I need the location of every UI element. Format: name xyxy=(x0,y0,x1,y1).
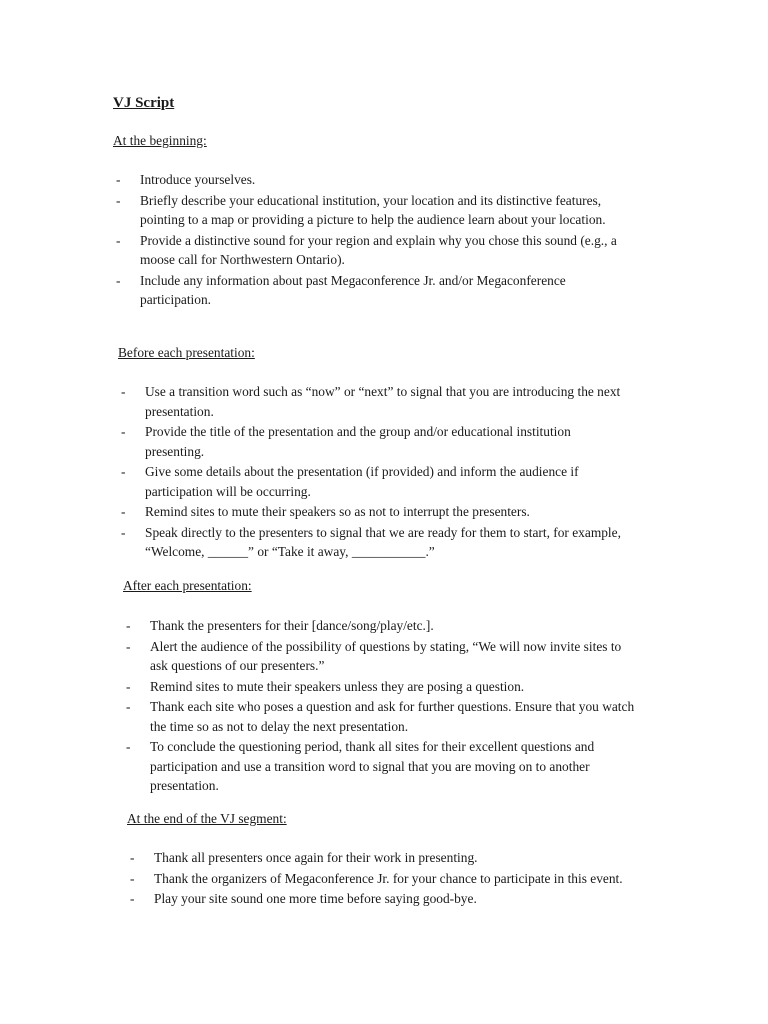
bullet-dash: - xyxy=(121,504,126,519)
section-heading-end: At the end of the VJ segment: xyxy=(127,811,287,826)
list-item: - Give some details about the presentation (if provided) and inform the audience if participation will be occurring. xyxy=(121,464,579,499)
bullet-dash: - xyxy=(116,272,121,288)
section-list-end xyxy=(130,848,642,910)
bullet-dash: - xyxy=(121,464,126,479)
list-item: - Remind sites to mute their speakers unless they are posing a question. xyxy=(126,677,638,697)
bullet-dash: - xyxy=(126,678,131,694)
list-item: - Thank the presenters for their [dance/song/play/etc.]. xyxy=(126,616,638,636)
list-item: - Include any information about past Megaconference Jr. and/or Megaconference participation. xyxy=(116,272,566,307)
bullet-dash: - xyxy=(121,384,126,399)
bullet-dash: - xyxy=(121,424,126,439)
bullet-dash: - xyxy=(130,850,135,865)
bullet-dash: - xyxy=(116,192,121,208)
section-list-beginning xyxy=(116,170,636,311)
section-list-before xyxy=(121,382,631,563)
bullet-dash: - xyxy=(126,618,131,633)
bullet-dash: - xyxy=(116,172,121,187)
list-item: - Alert the audience of the possibility of questions by stating, “We will now invite sites to ask questions of our presenters.” xyxy=(126,638,622,673)
section-list-after xyxy=(126,616,638,797)
list-item: - Thank all presenters once again for their work in presenting. xyxy=(130,848,642,868)
bullet-dash: - xyxy=(116,232,121,248)
bullet-dash: - xyxy=(126,699,131,714)
bullet-dash: - xyxy=(121,524,126,540)
bullet-dash: - xyxy=(130,870,135,886)
list-item: - Provide a distinctive sound for your region and explain why you chose this sound (e.g., a moose call for Northwestern Ontario). xyxy=(116,232,617,267)
list-item: - Play your site sound one more time before saying good-bye. xyxy=(130,889,642,909)
list-item: - Introduce yourselves. xyxy=(116,170,636,190)
list-item: - To conclude the questioning period, thank all sites for their excellent questions and participation and use a transition word to signal that you are moving on to another presentation. xyxy=(126,739,595,793)
list-item: - Thank each site who poses a question and ask for further questions. Ensure that you watch the time so as not to delay the next presentation. xyxy=(126,699,635,734)
section-heading-after: After each presentation: xyxy=(123,578,252,593)
section-heading-beginning: At the beginning: xyxy=(113,133,207,148)
document-title: VJ Script xyxy=(113,95,175,111)
list-item: - Use a transition word such as “now” or “next” to signal that you are introducing the next presentation. xyxy=(121,384,621,419)
list-item: - Provide the title of the presentation and the group and/or educational institution presenting. xyxy=(121,424,571,459)
bullet-dash: - xyxy=(126,638,131,654)
list-item: - Thank the organizers of Megaconference Jr. for your chance to participate in this event. xyxy=(130,869,642,889)
list-item: - Remind sites to mute their speakers so as not to interrupt the presenters. xyxy=(121,502,631,522)
bullet-dash: - xyxy=(130,891,135,906)
list-item: - Speak directly to the presenters to signal that we are ready for them to start, for example, “Welcome, ______” or “Take it away, ___________.” xyxy=(121,524,621,559)
bullet-dash: - xyxy=(126,739,131,754)
list-item: - Briefly describe your educational institution, your location and its distinctive features, pointing to a map or providing a picture to help the audience learn about your location. xyxy=(116,192,606,227)
section-heading-before: Before each presentation: xyxy=(118,345,255,360)
